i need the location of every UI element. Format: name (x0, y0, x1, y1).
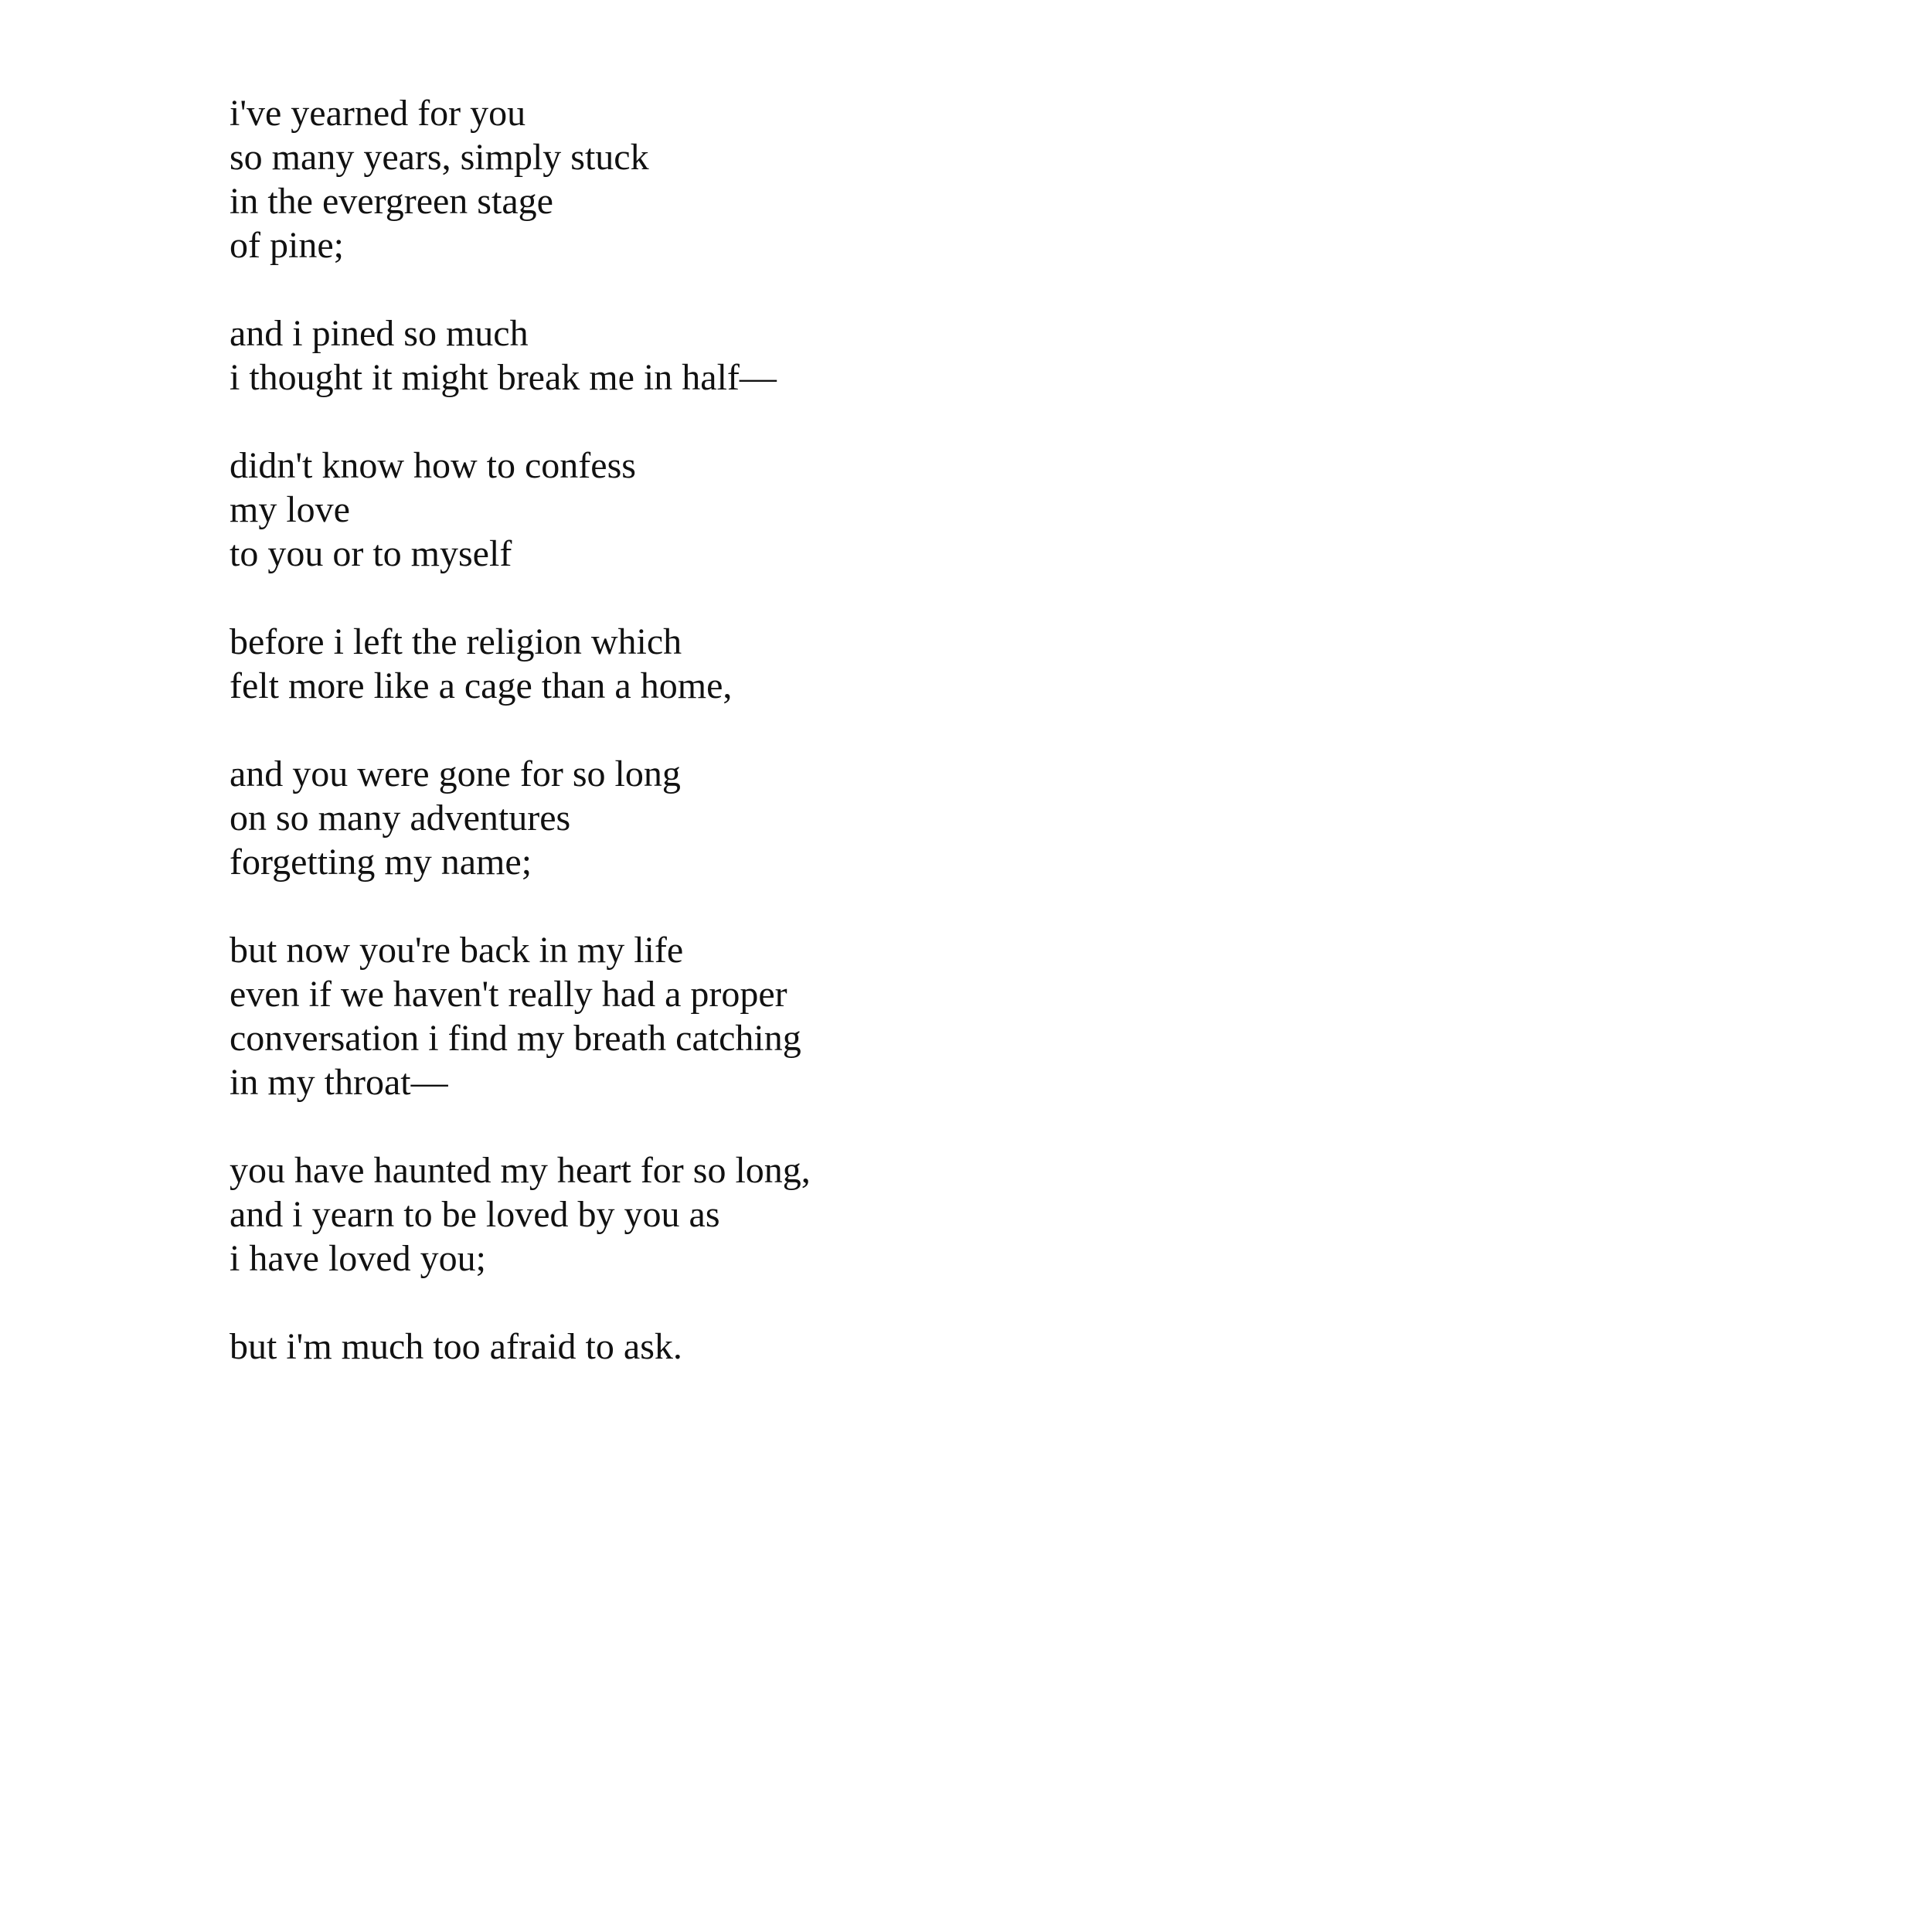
poem-line: conversation i find my breath catching (230, 1018, 801, 1059)
poem-line: even if we haven't really had a proper (230, 974, 787, 1015)
poem-line: forgetting my name; (230, 842, 532, 883)
stanza-1 (230, 91, 1466, 267)
stanza-6 (230, 928, 1466, 1104)
poem-line: but i'm much too afraid to ask. (230, 1326, 682, 1367)
poem-line: didn't know how to confess (230, 445, 636, 486)
poem-line: i have loved you; (230, 1238, 486, 1279)
poem-line: i've yearned for you (230, 93, 526, 134)
poem-line: i thought it might break me in half— (230, 357, 777, 398)
stanza-4 (230, 620, 1466, 708)
poem-line: and i yearn to be loved by you as (230, 1194, 720, 1235)
stanza-2 (230, 311, 1466, 400)
poem-line: my love (230, 489, 350, 530)
poem-line: before i left the religion which (230, 621, 682, 662)
poem-line: in the evergreen stage (230, 181, 553, 222)
poem-line: to you or to myself (230, 533, 512, 574)
poem-body (230, 91, 1466, 1369)
poem-line: and you were gone for so long (230, 753, 681, 794)
poem-line: you have haunted my heart for so long, (230, 1150, 811, 1191)
poem-line: of pine; (230, 225, 344, 266)
poem-line: felt more like a cage than a home, (230, 665, 733, 706)
stanza-7 (230, 1148, 1466, 1281)
stanza-5 (230, 752, 1466, 884)
poem-line: on so many adventures (230, 798, 571, 838)
stanza-3 (230, 444, 1466, 576)
poem-line: so many years, simply stuck (230, 137, 649, 178)
stanza-8 (230, 1325, 1466, 1369)
poem-line: in my throat— (230, 1062, 448, 1103)
poem-line: and i pined so much (230, 313, 529, 354)
poem-line: but now you're back in my life (230, 930, 684, 971)
